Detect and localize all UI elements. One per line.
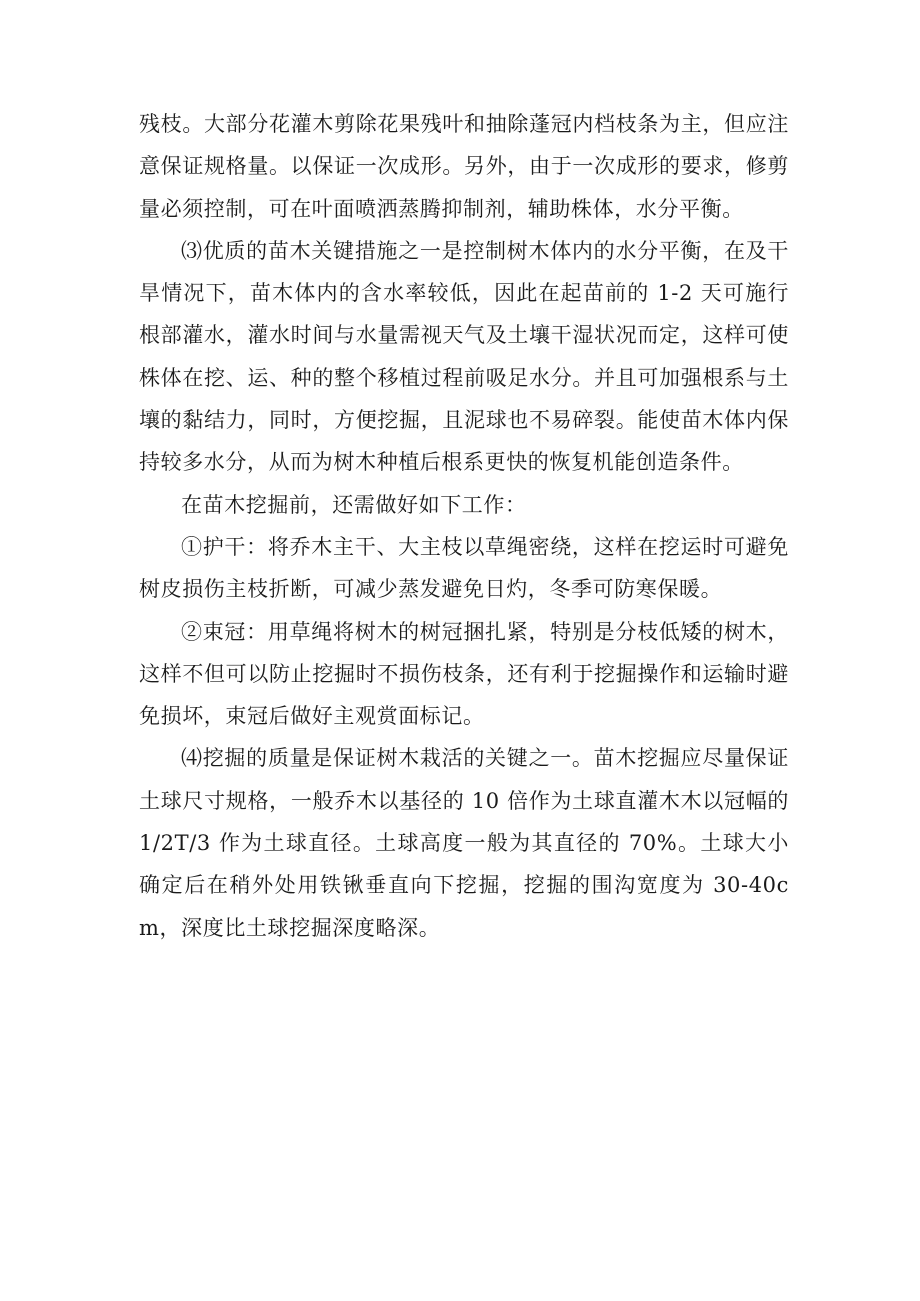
document-body — [139, 103, 789, 949]
paragraph-preparation-intro: 在苗木挖掘前，还需做好如下工作： — [181, 492, 527, 517]
paragraph-crown-binding: ②束冠：用草绳将树木的树冠捆扎紧，特别是分枝低矮的树木，这样不但可以防止挖掘时不损伤枝条，还有利于挖掘操作和运输时避免损坏，束冠后做好主观赏面标记。 — [139, 619, 789, 729]
paragraph-excavation-quality: ⑷挖掘的质量是保证树木栽活的关键之一。苗木挖掘应尽量保证土球尺寸规格，一般乔木以基径的 10 倍作为土球直灌木木以冠幅的 1/2T/3 作为土球直径。土球高度一般为其直径的 70%。土球大小确定后在稍外处用铁锹垂直向下挖掘，挖掘的围沟宽度为 30-40cm，深度比土球挖掘深度略深。 — [139, 746, 789, 940]
paragraph-trunk-protection: ①护干：将乔木主干、大主枝以草绳密绕，这样在挖运时可避免树皮损伤主枝折断，可减少蒸发避免日灼，冬季可防寒保暖。 — [139, 534, 789, 602]
paragraph-pruning-continuation: 残枝。大部分花灌木剪除花果残叶和抽除蓬冠内档枝条为主，但应注意保证规格量。以保证一次成形。另外，由于一次成形的要求，修剪量必须控制，可在叶面喷洒蒸腾抑制剂，辅助株体，水分平衡。 — [139, 112, 789, 221]
paragraph-water-balance: ⑶优质的苗木关键措施之一是控制树木体内的水分平衡，在及干旱情况下，苗木体内的含水率较低，因此在起苗前的 1-2 天可施行根部灌水，灌水时间与水量需视天气及土壤干湿状况而定，这样可使株体在挖、运、种的整个移植过程前吸足水分。并且可加强根系与土壤的黏结力，同时，方便挖掘，且泥球也不易碎裂。能使苗木体内保持较多水分，从而为树木种植后根系更快的恢复机能创造条件。 — [139, 238, 789, 475]
